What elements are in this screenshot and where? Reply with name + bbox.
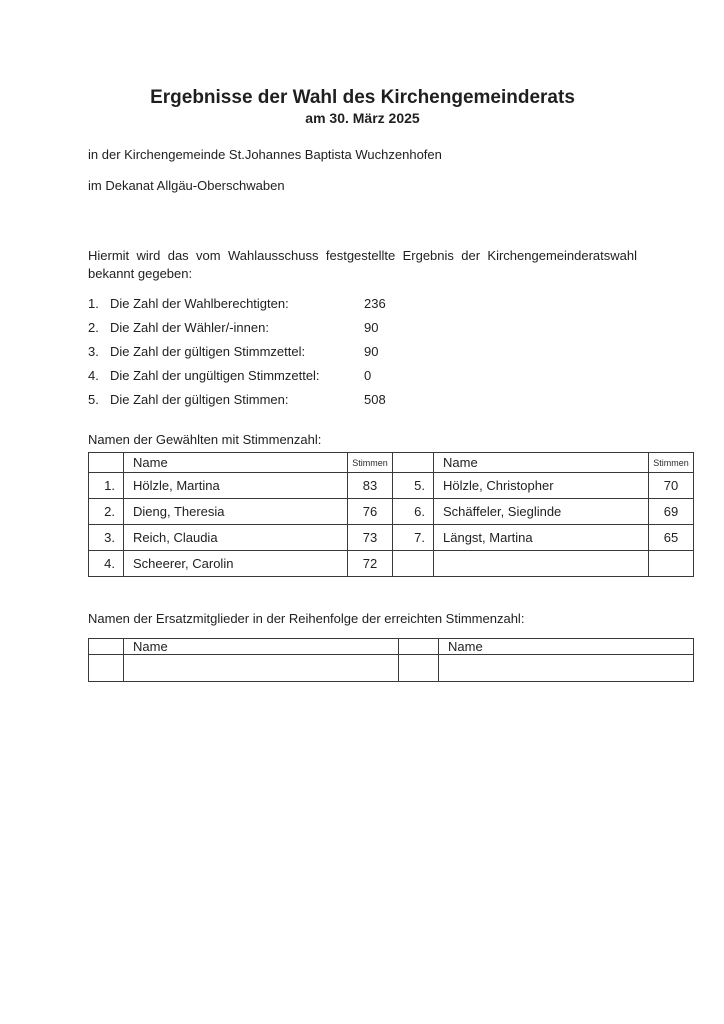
page-title: Ergebnisse der Wahl des Kirchengemeinderats (150, 87, 575, 108)
name-header-cell: Name (124, 639, 399, 655)
intro-line-1: Hiermit wird das vom Wahlausschuss festgestellte Ergebnis der Kirchengemeinderatswahl (88, 248, 637, 263)
position-cell: 3. (89, 525, 124, 551)
substitutes-table-row (89, 655, 694, 682)
stat-number: 2. (88, 320, 99, 335)
dekanat-line: im Dekanat Allgäu-Oberschwaben (88, 178, 285, 193)
position-header-cell (89, 453, 124, 473)
elected-table-row (89, 499, 694, 525)
stat-row-gueltige-stimmzettel (88, 344, 637, 368)
votes-cell: 70 (649, 473, 694, 499)
substitutes-table-header-row (89, 639, 694, 655)
stat-value: 90 (364, 344, 379, 359)
position-cell (393, 551, 434, 577)
position-cell: 7. (393, 525, 434, 551)
position-cell: 4. (89, 551, 124, 577)
stat-row-waehler (88, 320, 637, 344)
intro-line-2: bekannt gegeben: (88, 266, 193, 281)
position-header-cell (399, 639, 439, 655)
name-header-cell: Name (434, 453, 649, 473)
parish-line: in der Kirchengemeinde St.Johannes Baptista Wuchzenhofen (88, 147, 442, 162)
stat-label: Die Zahl der gültigen Stimmzettel: (110, 344, 306, 359)
position-cell (89, 655, 124, 682)
name-header-cell: Name (439, 639, 694, 655)
elected-table-row (89, 551, 694, 577)
elected-table-row (89, 473, 694, 499)
stat-label: Die Zahl der gültigen Stimmen: (110, 392, 289, 407)
votes-cell: 73 (348, 525, 393, 551)
votes-cell: 69 (649, 499, 694, 525)
header-block (88, 87, 637, 448)
stat-label: Die Zahl der ungültigen Stimmzettel: (110, 368, 320, 383)
page-subtitle-date: am 30. März 2025 (305, 110, 420, 126)
name-cell: Reich, Claudia (124, 525, 348, 551)
position-cell: 5. (393, 473, 434, 499)
stat-number: 1. (88, 296, 99, 311)
stat-label: Die Zahl der Wahlberechtigten: (110, 296, 289, 311)
votes-cell: 76 (348, 499, 393, 525)
name-cell: Scheerer, Carolin (124, 551, 348, 577)
position-cell: 1. (89, 473, 124, 499)
votes-cell: 72 (348, 551, 393, 577)
name-header-cell: Name (124, 453, 348, 473)
votes-cell (649, 551, 694, 577)
votes-header-cell: Stimmen (348, 453, 393, 473)
name-cell (124, 655, 399, 682)
stat-row-wahlberechtigte (88, 296, 637, 320)
position-cell: 2. (89, 499, 124, 525)
intro-paragraph (88, 247, 637, 283)
stat-number: 5. (88, 392, 99, 407)
stat-value: 0 (364, 368, 372, 383)
name-cell: Schäffeler, Sieglinde (434, 499, 649, 525)
stat-value: 508 (364, 392, 386, 407)
position-cell: 6. (393, 499, 434, 525)
votes-cell: 83 (348, 473, 393, 499)
votes-cell: 65 (649, 525, 694, 551)
elected-table-row (89, 525, 694, 551)
position-header-cell (89, 639, 124, 655)
stat-row-gueltige-stimmen (88, 392, 637, 416)
stat-number: 3. (88, 344, 99, 359)
name-cell: Hölzle, Martina (124, 473, 348, 499)
name-cell: Dieng, Theresia (124, 499, 348, 525)
name-cell (439, 655, 694, 682)
stat-value: 236 (364, 296, 386, 311)
stat-number: 4. (88, 368, 99, 383)
substitutes-heading: Namen der Ersatzmitglieder in der Reihenfolge der erreichten Stimmenzahl: (88, 611, 525, 626)
name-cell (434, 551, 649, 577)
substitutes-table (88, 638, 694, 682)
position-header-cell (393, 453, 434, 473)
elected-table (88, 452, 694, 577)
name-cell: Hölzle, Christopher (434, 473, 649, 499)
elected-heading: Namen der Gewählten mit Stimmenzahl: (88, 432, 322, 447)
statistics-list (88, 296, 637, 416)
stat-label: Die Zahl der Wähler/-innen: (110, 320, 269, 335)
position-cell (399, 655, 439, 682)
votes-header-cell: Stimmen (649, 453, 694, 473)
stat-value: 90 (364, 320, 379, 335)
name-cell: Längst, Martina (434, 525, 649, 551)
stat-row-ungueltige-stimmzettel (88, 368, 637, 392)
elected-table-header-row (89, 453, 694, 473)
